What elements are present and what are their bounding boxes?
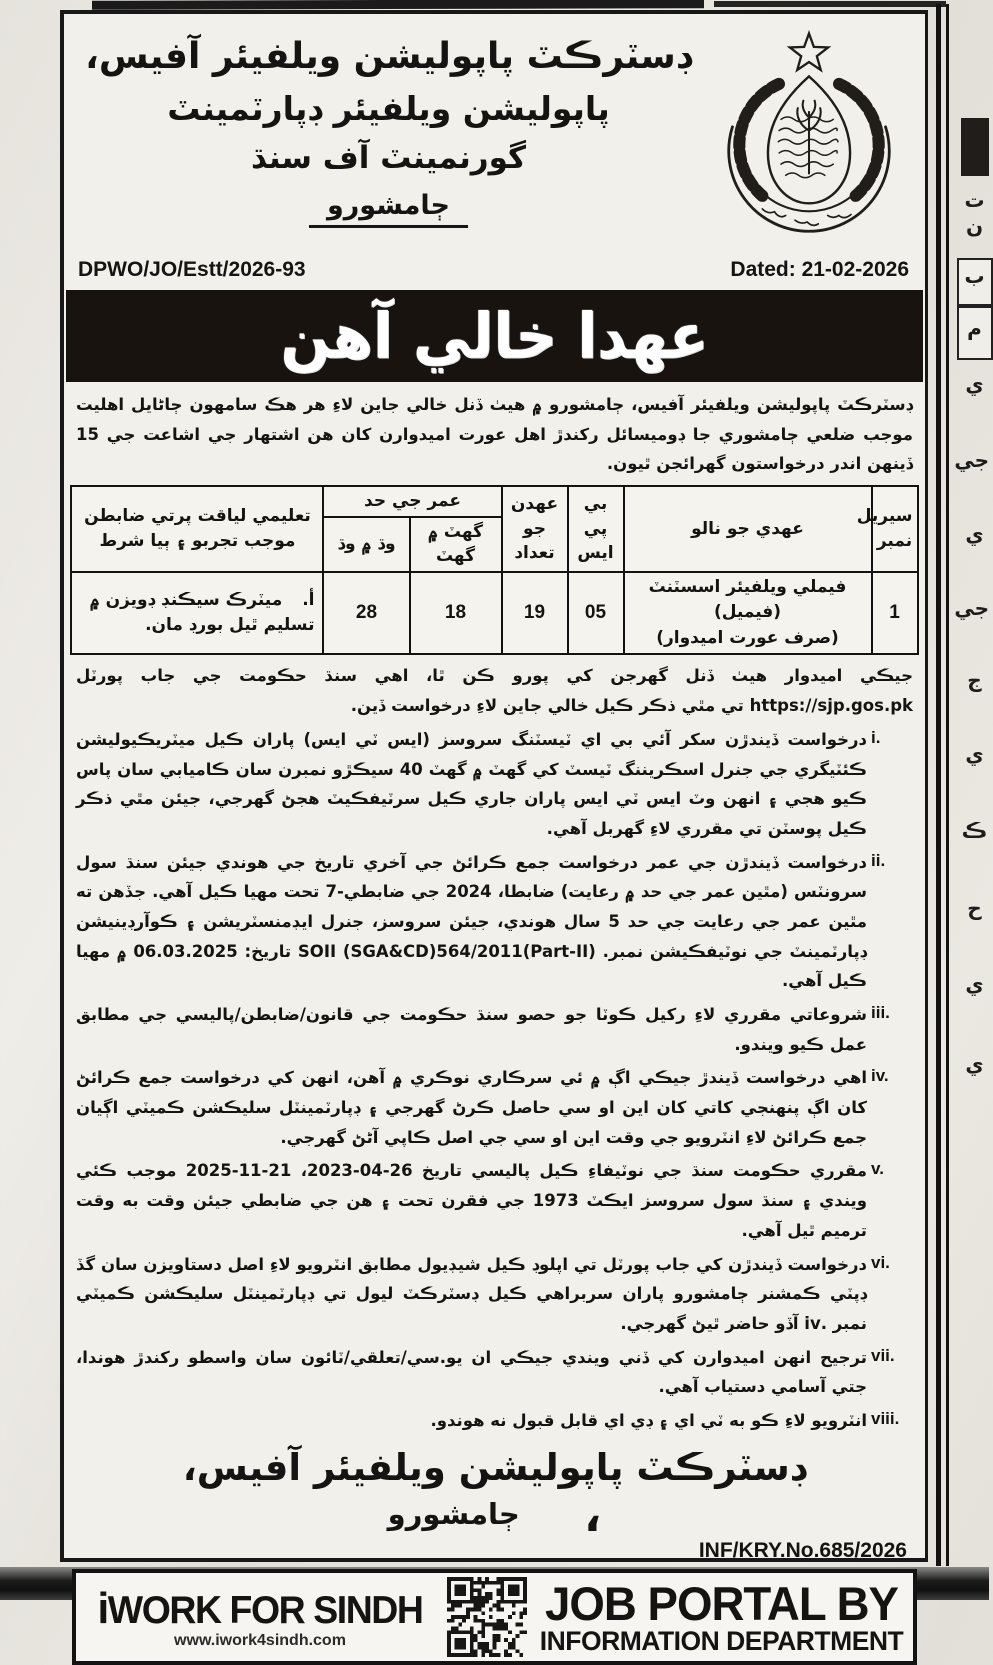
adjacent-column-glyph: ت xyxy=(964,188,985,212)
adjacent-column-ink-block xyxy=(961,118,989,176)
scan-edge-strip xyxy=(92,0,704,10)
office-city: ڄامشورو xyxy=(309,190,468,228)
col-age-max: وڌ ۾ وڌ xyxy=(323,517,409,572)
job-portal-line1: JOB PORTAL BY xyxy=(544,1576,898,1630)
adjacent-column-glyph: ي xyxy=(965,522,984,546)
job-portal-note: جيڪي اميدوار هيٺ ڏنل گهرجن کي پورو ڪن ٿا، اهي سنڌ حڪومت جي جاب پورٽل https://sjp.gos.pk تي مٿي ذڪر ڪيل خالي جاين لاءِ درخواست ڏين. xyxy=(76,666,913,716)
reference-number: DPWO/JO/Estt/2026-93 xyxy=(78,258,306,281)
office-name-line3: گورنمينٽ آف سنڌ xyxy=(250,140,527,176)
condition-item xyxy=(76,1063,913,1152)
condition-number: i. xyxy=(871,727,881,747)
vacancy-table xyxy=(70,485,918,655)
qualification-marker: أ. xyxy=(302,589,315,610)
col-post-name: عهدي جو نالو xyxy=(624,486,872,572)
adjacent-column-glyph: ي xyxy=(965,742,984,766)
column-separator-line xyxy=(936,4,941,1566)
condition-item xyxy=(76,1250,913,1339)
cell-age-min: 18 xyxy=(410,572,502,655)
dated-label: Dated: 21-02-2026 xyxy=(730,258,909,281)
condition-text: اهي درخواست ڏيندڙ جيڪي اڳ ۾ ئي سرڪاري نوڪري ۾ آهن، انهن کي درخواست جمع ڪرائڻ کان اڳ پنهنجي کاتي کان اين او سي حاصل ڪرڻ گهرجي ۽ ڊپارٽمينٽل سليڪشن ڪميٽي اڳيان جمع ڪرائڻ لاءِ انٽرويو جي وقت اين او سي جي اصل ڪاپي آڻڻ گهرجي. xyxy=(76,1068,867,1147)
condition-item xyxy=(76,1156,913,1245)
office-name-line1: ڊسٽرڪٽ پاپوليشن ويلفيئر آفيس، xyxy=(85,36,692,77)
post-name-line1: فيملي ويلفيئر اسسٽنٽ (فيميل) xyxy=(648,576,847,623)
signature-block xyxy=(64,1445,925,1542)
signature-mark: ، xyxy=(583,1487,602,1542)
qr-code-icon xyxy=(444,1576,530,1658)
condition-text: درخواست ڏيندڙن جي عمر درخواست جمع ڪرائڻ جي آخري تاريخ جي هوندي جيئن سنڌ سول سرونٽس (مٿين عمر جي حد ۾ رعايت) ضابطا، 2024 جي ضابطي-7 تحت مهيا ڪيل آهي. جڏهن ته مٿين عمر جي رعايت جي حد 5 سال هوندي، جيئن سروسز، جنرل ايڊمنسٽريشن ۽ ڪوآرڊينيشن ڊپارٽمينٽ جي نوٽيفڪيشن نمبر. SOII (SGA&CD)564/2011(Part-II) تاريخ: 06.03.2025 ۾ مهيا ڪيل آهي. xyxy=(76,852,867,991)
column-separator-line xyxy=(946,4,949,1566)
cell-bps: 05 xyxy=(568,572,624,655)
adjacent-column-glyph: ح xyxy=(967,896,982,920)
condition-text: درخواست ڏيندڙن کي جاب پورٽل تي اپلوڊ ڪيل شيڊيول مطابق انٽرويو لاءِ اصل دستاويزن سان گڏ ڊپٽي ڪمشنر ڄامشورو پاران سربراهي ڪيل ڊسٽرڪٽ ليول تي ڊپارٽمينٽل سليڪشن ڪميٽي نمبر .iv آڏو حاضر ٿيڻ گهرجي. xyxy=(76,1254,867,1333)
post-name-line2: (صرف عورت اميدوار) xyxy=(656,627,839,648)
condition-item xyxy=(76,1000,913,1059)
job-portal-line2: INFORMATION DEPARTMENT xyxy=(539,1625,904,1656)
col-qualification: تعليمي لياقت پرتي ضابطن موجب تجربو ۽ ٻيا شرط xyxy=(71,486,323,572)
condition-item xyxy=(76,725,913,844)
work-for-sindh-text: WORK FOR SINDH xyxy=(107,1589,423,1633)
col-age-min: گهٽ ۾ گهٽ xyxy=(410,517,502,572)
condition-text: شروعاتي مقرري لاءِ رکيل ڪوٽا جو حصو سنڌ حڪومت جي قانون/ضابطن/پاليسي جي مطابق عمل ڪيو ويندو. xyxy=(76,1005,867,1054)
adjacent-column-glyph: ي xyxy=(965,972,984,996)
condition-number: vi. xyxy=(871,1252,890,1272)
adjacent-column-glyph: جي xyxy=(954,596,989,620)
work-for-sindh-i-icon: i xyxy=(97,1584,108,1634)
office-name-line2: پاپوليشن ويلفيئر ڊپارٽمينٽ xyxy=(167,89,610,128)
condition-text: ترجيح انهن اميدوارن کي ڏني ويندي جيڪي ان يو.سي/تعلقي/ٽائون سان واسطو رکندڙ هوندا، جتي آسامي دستياب آهي. xyxy=(76,1347,867,1397)
footer-banner xyxy=(72,1569,917,1665)
table-header-row xyxy=(71,486,917,517)
work-for-sindh-logo xyxy=(76,1584,444,1650)
work-for-sindh-url: www.iwork4sindh.com xyxy=(174,1632,346,1650)
table-row xyxy=(71,572,917,655)
cell-serial: 1 xyxy=(872,572,918,655)
col-bps: بي پي ايس xyxy=(568,486,624,572)
ad-header xyxy=(64,14,925,258)
adjacent-column-glyph: ي xyxy=(965,1052,984,1076)
condition-item xyxy=(76,1343,913,1402)
vacancy-banner xyxy=(66,290,923,382)
job-advertisement xyxy=(60,10,928,1656)
cell-num-posts: 19 xyxy=(502,572,568,655)
condition-number: viii. xyxy=(871,1408,900,1428)
condition-text: مقرري حڪومت سنڌ جي نوٽيفاءِ ڪيل پاليسي تاريخ 26-04-2023، 21-11-2025 موجب ڪئي ويندي ۽ سنڌ سول سروسز ايڪٽ 1973 جي فقرن تحت ۽ هن جي ضابطي جيئن وقت به وقت ترميم ٿيل آهي. xyxy=(76,1161,867,1240)
cell-age-max: 28 xyxy=(323,572,409,655)
signature-city: ڄامشورو xyxy=(387,1496,520,1531)
col-age-limit: عمر جي حد xyxy=(323,486,501,517)
condition-number: v. xyxy=(871,1159,884,1179)
col-serial: سيريل نمبر xyxy=(872,486,918,572)
condition-item xyxy=(76,848,913,996)
inf-number: INF/KRY.No.685/2026 xyxy=(698,1539,907,1563)
condition-item xyxy=(76,1406,913,1436)
condition-text: درخواست ڏيندڙن سکر آئي بي اي ٽيسٽنگ سروسز (ايس ٽي ايس) پاران ڪيل ميٽريڪيوليشن ڪئٽيگري جي جنرل اسڪريننگ ٽيسٽ کي گهٽ ۾ گهٽ 40 سيڪڙو نمبرن سان ڪاميابي سان پاس ڪيو هجي ۽ انهن وٽ ايس ٽي ايس پاران جاري ڪيل سرٽيفڪيٽ هجڻ گهرجي، جيئن مٿي ذڪر ڪيل پوسٽن تي مقرري لاءِ گهربل آهي. xyxy=(76,729,867,838)
reference-row xyxy=(64,258,925,284)
adjacent-column-glyph: م xyxy=(967,316,982,340)
condition-number: iv. xyxy=(871,1066,889,1086)
cell-post-name xyxy=(624,572,872,655)
adjacent-column-glyph: ن xyxy=(965,214,984,238)
condition-number: vii. xyxy=(871,1345,895,1365)
condition-text: انٽرويو لاءِ ڪو به ٽي اي ۽ ڊي اي قابل قبول نه هوندو. xyxy=(430,1410,867,1430)
scan-edge-strip xyxy=(714,1,946,7)
intro-paragraph: ڊسٽرڪٽ پاپوليشن ويلفيئر آفيس، ڄامشورو ۾ هيٺ ڏنل خالي جاين لاءِ هر هڪ سامهون ڄاڻايل اهليت موجب ضلعي ڄامشوري جا ڊوميسائل رکندڙ اهل عورت اميدوارن کان هن اشتهار جي اشاعت جي 15 ڏينهن اندر درخواستون گهرائجن ٿيون. xyxy=(76,395,913,474)
col-num-posts: عهدن جو تعداد xyxy=(502,486,568,572)
condition-number: ii. xyxy=(871,850,886,870)
vacancy-banner-title: عهدا خالي آهن xyxy=(280,299,709,373)
signature-office: ڊسٽرڪٽ پاپوليشن ويلفيئر آفيس، xyxy=(182,1445,807,1489)
job-portal-caption xyxy=(530,1576,913,1656)
adjacent-column-glyph: ڪ xyxy=(961,818,988,842)
qualification-text: ميٽرڪ سيڪنڊ ڊويزن ۾ تسليم ٿيل بورڊ مان. xyxy=(89,589,315,636)
adjacent-column-glyph: جي xyxy=(954,448,989,472)
office-title-block xyxy=(74,26,703,228)
condition-number: iii. xyxy=(871,1003,890,1023)
sindh-government-emblem-icon xyxy=(703,26,915,250)
cell-qualification xyxy=(71,572,323,655)
adjacent-column-glyph: ب xyxy=(964,264,985,288)
adjacent-column-glyph: ج xyxy=(967,668,982,692)
adjacent-column-glyph: ي xyxy=(965,372,984,396)
